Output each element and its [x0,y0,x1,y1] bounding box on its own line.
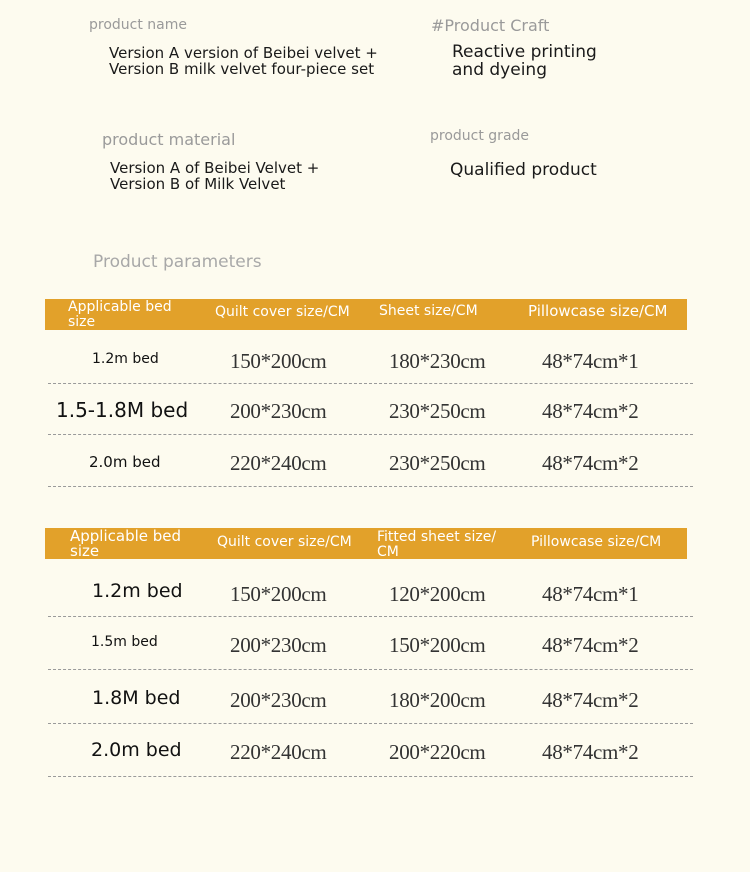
bed-size: 1.2m bed [92,351,159,367]
fitted-sheet-size: 180*200cm [389,688,486,712]
quilt-cover-size: 150*200cm [230,349,327,373]
product-name-value: Version A version of Beibei velvet + Version B milk velvet four-piece set [109,44,378,78]
table-row [48,724,693,777]
bed-size: 1.5m bed [91,634,158,650]
bed-size: 1.5-1.8M bed [56,398,189,422]
size-table-1 [45,299,687,487]
product-grade-label: product grade [430,128,530,144]
pillowcase-size: 48*74cm*2 [542,688,639,712]
pillowcase-size: 48*74cm*1 [542,349,639,373]
quilt-cover-size: 200*230cm [230,633,327,657]
header-bed-size: Applicable bed size [70,527,182,560]
quilt-cover-size: 220*240cm [230,740,327,764]
header-quilt-cover: Quilt cover size/CM [217,534,352,550]
bed-size: 2.0m bed [89,453,161,471]
product-material-label: product material [102,130,236,149]
fitted-sheet-size: 200*220cm [389,740,486,764]
product-craft-label: #Product Craft [431,16,550,35]
quilt-cover-size: 220*240cm [230,451,327,475]
bed-size: 1.8M bed [92,687,181,709]
fitted-sheet-size: 150*200cm [389,633,486,657]
pillowcase-size: 48*74cm*2 [542,451,639,475]
sheet-size: 230*250cm [389,451,486,475]
bed-size: 2.0m bed [91,739,182,761]
product-material-value: Version A of Beibei Velvet + Version B of Milk Velvet [110,159,320,193]
table-row [48,617,693,670]
table-row [48,670,693,724]
table-row [48,435,693,487]
table-row [48,331,693,384]
pillowcase-size: 48*74cm*2 [542,399,639,423]
pillowcase-size: 48*74cm*2 [542,740,639,764]
quilt-cover-size: 200*230cm [230,688,327,712]
table-row [48,560,693,617]
header-sheet: Sheet size/CM [379,303,478,319]
size-table-2 [45,528,687,777]
header-pillowcase: Pillowcase size/CM [528,302,668,320]
pillowcase-size: 48*74cm*1 [542,582,639,606]
product-grade-value: Qualified product [450,160,597,180]
bed-size: 1.2m bed [92,580,183,602]
pillowcase-size: 48*74cm*2 [542,633,639,657]
quilt-cover-size: 200*230cm [230,399,327,423]
header-pillowcase: Pillowcase size/CM [531,534,662,550]
table-header [45,528,687,559]
sheet-size: 230*250cm [389,399,486,423]
header-fitted-sheet: Fitted sheet size/ CM [377,529,497,560]
product-craft-value: Reactive printing and dyeing [452,42,597,80]
header-bed-size: Applicable bed size [68,299,172,330]
fitted-sheet-size: 120*200cm [389,582,486,606]
sheet-size: 180*230cm [389,349,486,373]
table-row [48,384,693,435]
table-header [45,299,687,330]
product-name-label: product name [89,17,187,33]
quilt-cover-size: 150*200cm [230,582,327,606]
section-title: Product parameters [93,252,262,272]
header-quilt-cover: Quilt cover size/CM [215,304,350,320]
